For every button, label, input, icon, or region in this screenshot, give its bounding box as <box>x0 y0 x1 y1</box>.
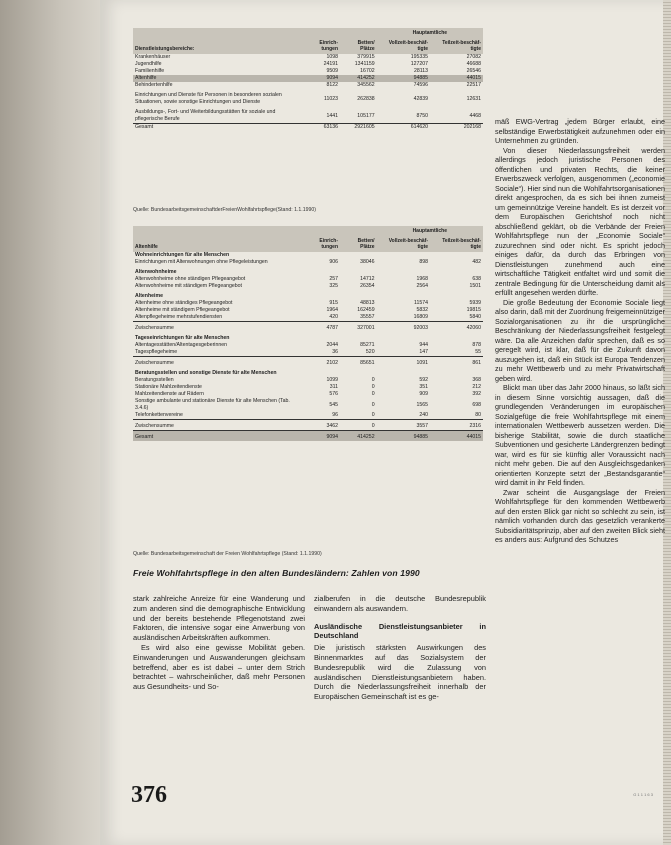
elderly-table-cell: 26354 <box>360 283 375 289</box>
elderly-table-row-label: Altenheime mit ständigem Pflegeangebot <box>135 307 230 313</box>
services-table-cell: 27082 <box>466 54 481 60</box>
elderly-table-cell: 576 <box>329 391 339 397</box>
services-table-cell: 127207 <box>410 61 429 67</box>
left-paragraph-1: stark zahlreiche Anreize für eine Wanderung und zum anderen sind die demographische Entwicklung und der bereits bestehende Pflegenotstand zwei Faktoren, die intensive sogar eine Anwerbung von ausländischen Arbeitskräften aufkommen. <box>133 594 305 643</box>
left-column <box>133 594 305 692</box>
services-table-cell: 195335 <box>410 54 429 60</box>
print-mark: G 1 1 1 6 3 <box>633 792 653 797</box>
elderly-table-row <box>133 391 483 398</box>
elderly-table-cell: 94885 <box>377 431 430 442</box>
elderly-table-cell: 257 <box>329 276 339 282</box>
elderly-table-row-label: Zwischensumme <box>133 357 301 368</box>
elderly-table-cell: 0 <box>371 412 375 418</box>
elderly-table-row-label: Altenheime ohne ständiges Pflegeangebot <box>135 300 233 306</box>
elderly-table-cell <box>430 266 483 276</box>
services-table-row <box>133 82 483 89</box>
section-heading: Ausländische Dienstleistungsanbieter in Deutschland <box>314 621 486 641</box>
elderly-table-row-label: Tagespflegeheime <box>135 349 178 355</box>
services-table-cell: 12631 <box>466 95 481 102</box>
elderly-table-row <box>133 349 483 357</box>
elderly-table-cell: 162459 <box>357 307 375 313</box>
right-column <box>495 117 665 545</box>
elderly-table-row <box>133 283 483 290</box>
services-table-cell: 9094 <box>301 75 340 82</box>
elderly-table-cell: 638 <box>472 276 481 282</box>
elderly-table-row <box>133 377 483 384</box>
elderly-table-row-label: Altentagesstätten/Altentagesgeberinnen <box>135 342 228 348</box>
services-table-cell: 26546 <box>466 68 481 74</box>
elderly-table-row <box>133 420 483 431</box>
elderly-table-cell: 0 <box>371 391 375 397</box>
services-table-cell: 16702 <box>360 68 375 74</box>
services-table-cell: 9509 <box>326 68 339 74</box>
elderly-table-row-label: Stationäre Mahlzeitendienste <box>135 384 202 390</box>
elderly-table-cell: 80 <box>475 412 481 418</box>
elderly-table-cell <box>377 252 430 259</box>
elderly-table-cell <box>301 332 340 342</box>
services-table-cell: 414252 <box>340 75 377 82</box>
elderly-table-cell: 48813 <box>360 300 375 306</box>
services-table-cell: 74596 <box>413 82 429 88</box>
services-table-header-units: Einrich-tungen <box>301 28 340 54</box>
services-table-row-label: Krankenhäuser <box>135 54 171 60</box>
services-table-row <box>133 89 483 106</box>
figure-caption: Freie Wohlfahrtspflege in den alten Bundesländern: Zahlen von 1990 <box>133 568 420 578</box>
elderly-table-row-label: Altenwohnheime mit ständigem Pflegeangebot <box>135 283 242 289</box>
elderly-table-row-label: Wohneinrichtungen für alte Menschen <box>135 252 230 258</box>
services-table-cell: 8750 <box>416 112 429 119</box>
elderly-table-cell: 42060 <box>430 322 483 333</box>
elderly-table-cell: 2102 <box>301 357 340 368</box>
elderly-table-header-category: Altenhilfe <box>133 226 301 252</box>
elderly-table-cell: 327001 <box>340 322 377 333</box>
elderly-table-cell <box>340 332 377 342</box>
elderly-table-row-label: Zwischensumme <box>133 322 301 333</box>
services-table-source: Quelle: BundesarbeitsgemeinschaftderFreienWohlfahrtspflege(Stand: 1.1.1990) <box>133 207 317 213</box>
services-table-cell: 614620 <box>377 124 430 132</box>
elderly-table-row <box>133 431 483 442</box>
elderly-table-cell: 1091 <box>377 357 430 368</box>
elderly-table-cell <box>377 367 430 377</box>
services-table-cell: 202168 <box>430 124 483 132</box>
elderly-table-row <box>133 300 483 307</box>
page-number: 376 <box>131 782 167 808</box>
elderly-table-row <box>133 332 483 342</box>
elderly-table-cell <box>430 290 483 300</box>
left-paragraph-2: Es wird also eine gewisse Mobilität geben. Einwanderungen und Auswanderungen gleichsam betreffend, aber es ist dabei – unter dem Strich betrachtet – wahrscheinlicher, daß mehr Personen aus Gesundheits- und So- <box>133 642 305 692</box>
elderly-table-cell: 414252 <box>340 431 377 442</box>
right-paragraph-4: Blickt man über das Jahr 2000 hinaus, so läßt sich in diesem Sinne vorsichtig aussagen, daß die grundlegenden Veränderungen im europäischen Sozialgefüge die freie Wohlfahrtspflege mit einem internationalen Wettbewerb aussetzen werden. Die bisherige Stabilität, sowie die durch staatliche Subventionen und gesicherte Ländergrenzen bedingt war, wird es für sie künftig aller Voraussicht nach nicht mehr geben. Die auf den Ausgleichsgedanken orientierten Konzepte setzt der „Bestandsgarantie“ wird damit in ihr Feld finden. <box>495 383 665 487</box>
middle-paragraph-1: zialberufen in die deutsche Bundesrepublik einwandern als auswandern. <box>314 594 486 613</box>
services-table-cell: 379915 <box>357 54 375 60</box>
services-table-row-label: Behindertenhilfe <box>135 82 173 88</box>
elderly-table-cell: 878 <box>472 342 481 348</box>
elderly-table-cell: 240 <box>419 412 429 418</box>
elderly-table-row-label: Sonstige ambulante und stationäre Dienste für alte Menschen (Tab. 3.4.6) <box>135 398 290 411</box>
elderly-table-row <box>133 322 483 333</box>
elderly-table-cell: 16809 <box>413 314 429 320</box>
elderly-table-row-label: Altenpflegeheime mehrstufendiensten <box>135 314 223 320</box>
elderly-table-cell: 92003 <box>377 322 430 333</box>
elderly-table-row <box>133 266 483 276</box>
elderly-table-cell: 11574 <box>414 300 429 306</box>
elderly-table-cell: 1964 <box>326 307 339 313</box>
services-table-cell: 1441 <box>326 112 339 119</box>
elderly-table-cell: 1501 <box>469 283 481 289</box>
elderly-table-cell: 2044 <box>326 342 339 348</box>
elderly-table-cell <box>301 367 340 377</box>
services-table-row <box>133 61 483 68</box>
elderly-table-cell <box>377 332 430 342</box>
elderly-table-cell: 520 <box>365 349 375 355</box>
services-table-row-label: Familienhilfe <box>135 68 165 74</box>
elderly-table-cell: 212 <box>472 384 481 390</box>
elderly-table-cell: 698 <box>472 401 481 408</box>
elderly-table-cell <box>377 290 430 300</box>
elderly-table-cell: 944 <box>419 342 429 348</box>
services-table-cell: 345562 <box>357 82 375 88</box>
services-table-row <box>133 106 483 124</box>
elderly-table-source: Quelle: Bundesarbeitsgemeinschaft der Freien Wohlfahrtspflege (Stand: 1.1.1990) <box>133 551 322 557</box>
elderly-table-cell: 2316 <box>430 420 483 431</box>
elderly-table-row <box>133 314 483 322</box>
services-table-row-label: Gesamt <box>133 124 301 132</box>
elderly-table-header-group: Hauptamtliche <box>377 226 483 236</box>
right-paragraph-3: Die große Bedeutung der Economie Sociale liegt also darin, daß mit der Zuordnung freigemeinnütziger Sozialorganisationen zu ihr die ursprüngliche Beschränkung der Niederlassungsfreiheit festgelegt wäre. Da alle Anzeichen dafür sprechen, daß es so geregelt wird, ist klar, daß für die Zukunft davon auszugehen ist, daß ein Stück ist Europa Tendenzen zu mehr Wettbewerb und zu mehr Privatwirtschaft geben wird. <box>495 297 665 383</box>
elderly-table-row-label: Altenwohnheime <box>135 269 177 275</box>
services-table-cell: 2921605 <box>340 124 377 132</box>
services-table-header-category: Dienstleistungsbereiche: <box>133 28 301 54</box>
elderly-table-cell: 351 <box>419 384 429 390</box>
elderly-table-cell: 96 <box>332 412 339 418</box>
elderly-table-header-fulltime: Vollzeit-beschäf-tigte <box>377 236 430 252</box>
elderly-table-cell: 0 <box>371 384 375 390</box>
elderly-table-cell: 420 <box>329 314 339 320</box>
services-table-cell: 105177 <box>357 112 375 119</box>
elderly-table-row <box>133 276 483 283</box>
elderly-table-row <box>133 290 483 300</box>
services-table-cell: 262838 <box>357 95 375 102</box>
elderly-table-cell: 909 <box>419 391 429 397</box>
elderly-table-row-label: Altenheime <box>135 293 163 299</box>
right-paragraph-5: Zwar scheint die Ausgangslage der Freien Wohlfahrtspflege für den kommenden Wettbewerb auf den ersten Blick gar nicht so schlecht zu sein, ist nämlich vorhanden durch das gesetzlich verankerte Subsidiaritätsprinzip, aber auf den zweiten Blick sieht es anders aus: Aufgrund des Schutzes <box>495 487 665 544</box>
elderly-table-cell: 861 <box>430 357 483 368</box>
elderly-table-body <box>133 252 483 441</box>
services-table-cell: 11023 <box>323 95 339 102</box>
elderly-table-cell: 1968 <box>416 276 429 282</box>
services-table-cell: 4468 <box>469 112 481 119</box>
elderly-table-cell: 19815 <box>466 307 481 313</box>
elderly-table-cell: 0 <box>340 420 377 431</box>
services-table-row-label: Altenhilfe <box>133 75 301 82</box>
services-table-row-label: Ausbildungs-, Fort- und Weiterbildungsstätten für soziale und pflegerische Berufe <box>135 109 276 122</box>
services-table-cell: 24191 <box>323 61 339 67</box>
right-paragraph-2: Von dieser Niederlassungsfreiheit werden allerdings jedoch juristische Personen des öffentlichen und privaten Rechts, die keiner Erwerbszweck verfolgen, ausgenommen („economie Sociale“). Hier sind nun die Wohlfahrtsorganisationen direkt angesprochen, da es sich bei ihnen zumeist um gemeinnützige Vereine handelt. Es ist derzeit vor dem Europäischen Gerichtshof noch nicht abschließend geklärt, ob die Verbände der Freien Wohlfahrtspflege nun der „Economie Sociale“ zuzurechnen sind oder nicht. Es spricht jedoch einiges dafür, da durch das Erbringen von Dienstleistungen zunehmend auch eine wirtschaftliche Tätigkeit entfaltet wird und somit die zentrale Bedingung für die Unterscheidung damit als erfüllt angesehen werden dürfte. <box>495 145 665 297</box>
middle-paragraph-2: Die juristisch stärksten Auswirkungen des Binnenmarktes auf das Sozialsystem der Bundesrepublik wird die Zulassung von ausländischen Dienstleistungsanbietern haben. Durch die Niederlassungsfreiheit innerhalb der Europäischen Gemeinschaft ist es ge- <box>314 643 486 702</box>
elderly-table-cell: 14712 <box>360 276 375 282</box>
elderly-table-row <box>133 252 483 259</box>
elderly-table-cell: 368 <box>472 377 481 383</box>
elderly-table-cell: 85651 <box>340 357 377 368</box>
elderly-table-cell: 5939 <box>469 300 481 306</box>
services-table-cell: 63136 <box>301 124 340 132</box>
elderly-care-table <box>133 226 483 441</box>
book-gutter <box>0 0 100 845</box>
elderly-table-cell: 38046 <box>360 259 375 265</box>
elderly-table-row <box>133 307 483 314</box>
elderly-table-cell: 592 <box>419 377 429 383</box>
elderly-table-cell: 0 <box>371 377 375 383</box>
elderly-table-row-label: Gesamt <box>133 431 301 442</box>
services-table-cell: 22517 <box>466 82 481 88</box>
services-table-row <box>133 124 483 132</box>
elderly-table-cell: 3462 <box>301 420 340 431</box>
services-table-cell: 94885 <box>377 75 430 82</box>
services-table-cell: 1341159 <box>354 61 375 67</box>
elderly-table-cell: 36 <box>332 349 339 355</box>
elderly-table-cell <box>430 367 483 377</box>
elderly-table-cell: 55 <box>475 349 481 355</box>
elderly-table-cell: 545 <box>329 401 339 408</box>
elderly-table-cell: 2564 <box>416 283 429 289</box>
right-paragraph-1: mäß EWG-Vertrag „jedem Bürger erlaubt, eine selbständige Erwerbstätigkeit aufzunehmen oder ein Unternehmen zu gründen. <box>495 117 665 145</box>
elderly-table-header-units: Einrich-tungen <box>301 226 340 252</box>
services-table-header-group: Hauptamtliche <box>377 28 483 38</box>
elderly-table-cell: 482 <box>472 259 481 265</box>
services-table-cell: 42839 <box>413 95 429 102</box>
services-table-header-fulltime: Vollzeit-beschäf-tigte <box>377 38 430 54</box>
elderly-table-row <box>133 412 483 420</box>
services-table-row-label: Einrichtungen und Dienste für Personen in besonderen sozialen Situationen, sowie sonstige Einrichtungen und Dienste <box>135 92 282 105</box>
elderly-table-cell <box>340 252 377 259</box>
elderly-table-cell <box>301 266 340 276</box>
elderly-table-cell: 4787 <box>301 322 340 333</box>
services-table-row <box>133 54 483 61</box>
elderly-table-header-parttime: Teilzeit-beschäf-tigte <box>430 236 483 252</box>
elderly-table-row-label: Telefonkettenvereine <box>135 412 183 418</box>
services-table-header-places: Betten/ Plätze <box>340 28 377 54</box>
elderly-table-row <box>133 259 483 266</box>
elderly-table-row-label: Einrichtungen mit Altenwohnungen ohne Pflegeleistungen <box>135 259 268 265</box>
elderly-table-cell <box>430 252 483 259</box>
services-table-cell: 46688 <box>466 61 481 67</box>
elderly-table-cell: 311 <box>329 384 339 390</box>
middle-column <box>314 594 486 702</box>
elderly-table-cell <box>340 266 377 276</box>
elderly-table-cell: 392 <box>472 391 481 397</box>
elderly-table-header-places: Betten/ Plätze <box>340 226 377 252</box>
services-table-cell: 28113 <box>414 68 429 74</box>
services-table-cell: 1098 <box>326 54 339 60</box>
elderly-table-row <box>133 357 483 368</box>
services-table-header-parttime: Teilzeit-beschäf-tigte <box>430 38 483 54</box>
services-table-row <box>133 75 483 82</box>
elderly-table-row-label: Mahlzeitendienste auf Rädern <box>135 391 204 397</box>
elderly-table-cell: 44015 <box>430 431 483 442</box>
elderly-table-row <box>133 367 483 377</box>
elderly-table-cell: 9094 <box>301 431 340 442</box>
elderly-table-cell: 5840 <box>469 314 481 320</box>
elderly-table-cell <box>430 332 483 342</box>
elderly-table-cell: 85271 <box>360 342 375 348</box>
elderly-table-cell: 5832 <box>416 307 429 313</box>
elderly-table-cell: 3557 <box>377 420 430 431</box>
elderly-table-row <box>133 398 483 412</box>
elderly-table-row-label: Altenwohnheime ohne ständigen Pflegeangebot <box>135 276 246 282</box>
elderly-table-cell: 915 <box>329 300 339 306</box>
services-table <box>133 28 483 131</box>
elderly-table-row-label: Beratungsstellen <box>135 377 174 383</box>
elderly-table-cell: 1099 <box>326 377 339 383</box>
elderly-table-row <box>133 342 483 349</box>
elderly-table-cell: 1565 <box>416 401 429 408</box>
elderly-table-cell: 325 <box>329 283 339 289</box>
services-table-cell: 44015 <box>430 75 483 82</box>
elderly-table-cell <box>377 266 430 276</box>
elderly-table-cell <box>340 290 377 300</box>
services-table-cell: 8122 <box>326 82 339 88</box>
elderly-table-cell: 898 <box>419 259 429 265</box>
elderly-table-cell: 0 <box>371 401 375 408</box>
elderly-table-row-label: Zwischensumme <box>133 420 301 431</box>
elderly-table-row-label: Tageseinrichtungen für alte Menschen <box>135 335 230 341</box>
elderly-table-cell <box>301 252 340 259</box>
elderly-table-row-label: Beratungsstellen und sonstige Dienste für alte Menschen <box>135 370 277 376</box>
services-table-body <box>133 54 483 131</box>
elderly-table-cell: 906 <box>329 259 339 265</box>
elderly-table-cell: 147 <box>419 349 429 355</box>
elderly-table-cell <box>301 290 340 300</box>
elderly-table-cell <box>340 367 377 377</box>
services-table-row <box>133 68 483 75</box>
elderly-table-row <box>133 384 483 391</box>
elderly-table-cell: 35557 <box>360 314 375 320</box>
services-table-row-label: Jugendhilfe <box>135 61 162 67</box>
